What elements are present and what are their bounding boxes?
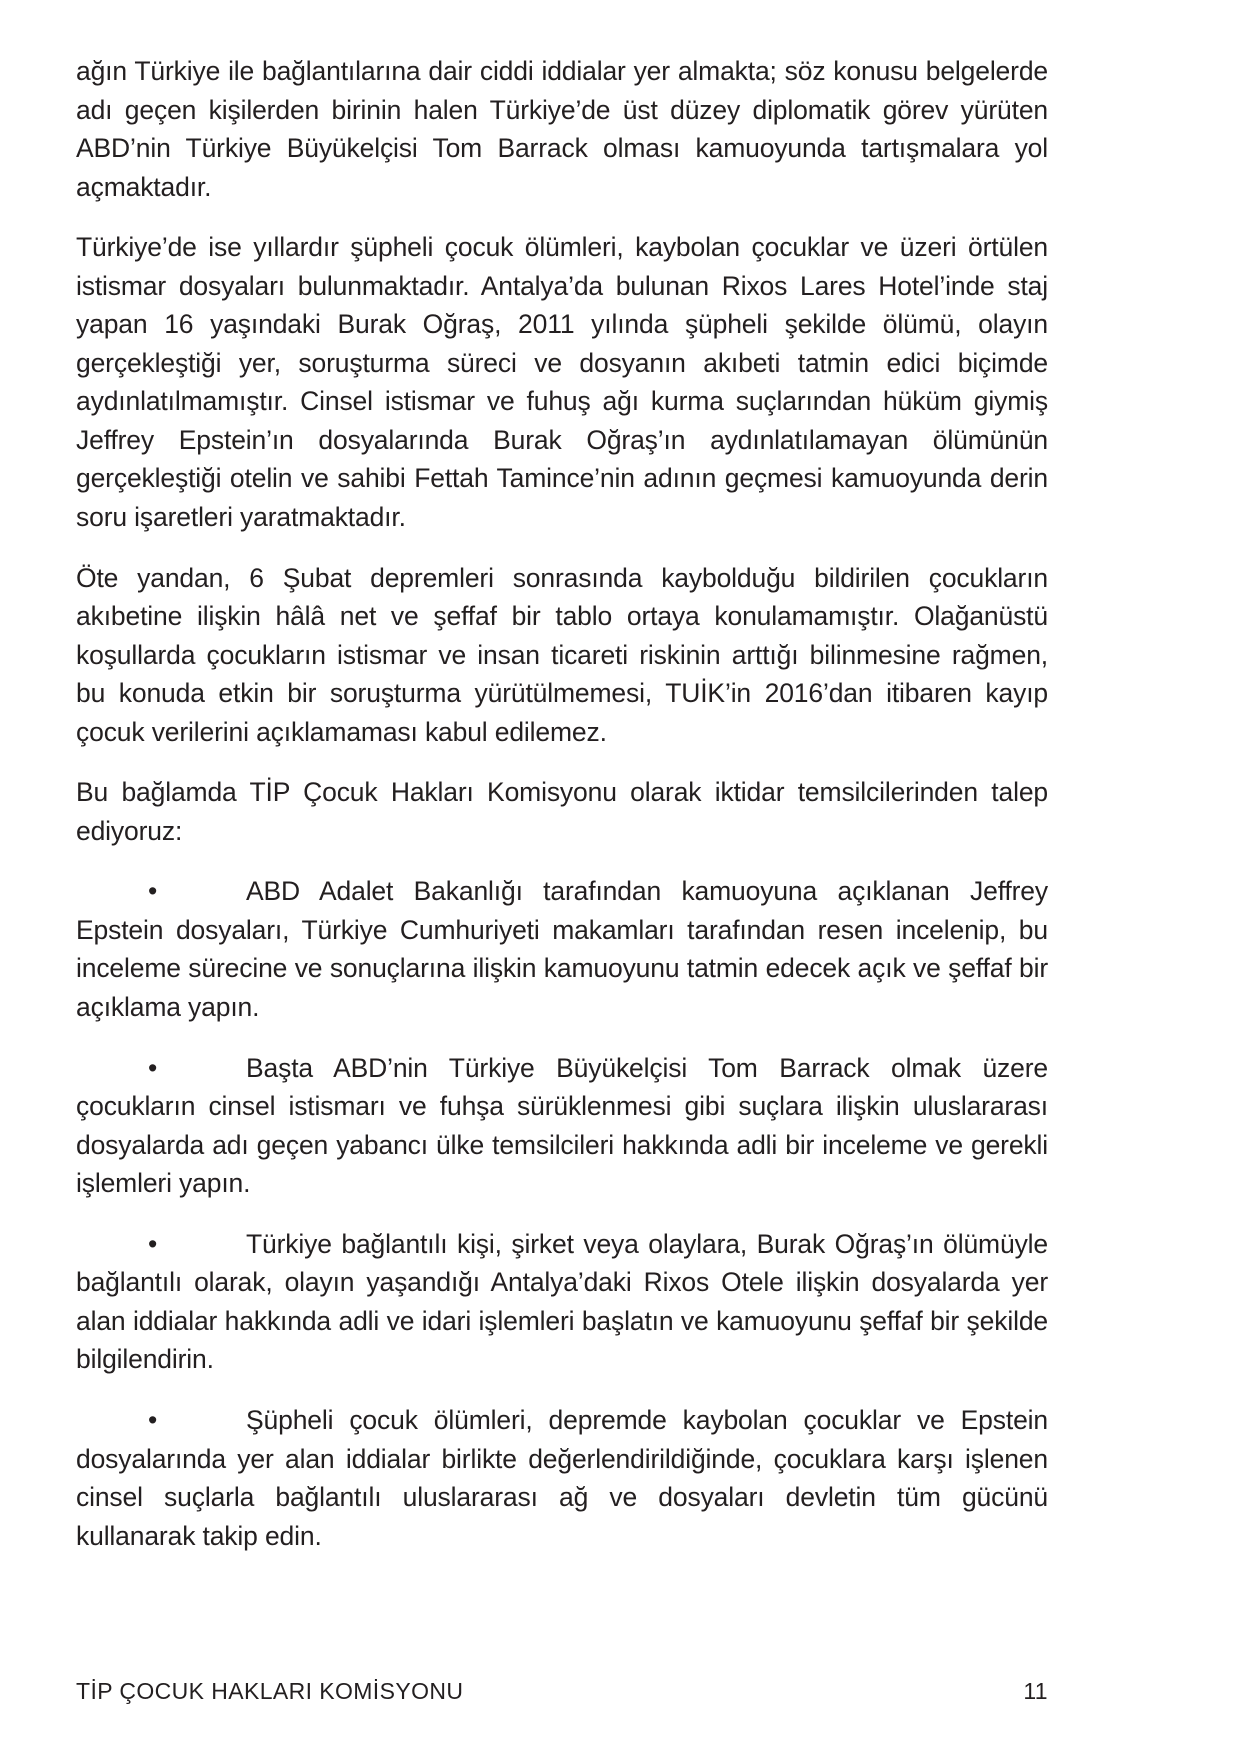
page-content [76,52,1048,1577]
footer-page-number: 11 [1023,1678,1048,1704]
bullet-dot-icon: • [148,1228,158,1259]
paragraph-4-demands-intro: Bu bağlamda TİP Çocuk Hakları Komisyonu olarak iktidar temsilcilerinden talep ediyoruz: [76,777,1048,846]
demand-bullet-4-text: Şüpheli çocuk ölümleri, depremde kaybolan çocuklar ve Epstein dosyalarında yer alan iddialar birlikte değerlendirildiğinde, çocuklara karşı işlenen cinsel suçlarla bağlantılı uluslararası ağ ve dosyaları devletin tüm gücünü kullanarak takip edin. [76,1404,1048,1551]
demand-bullet-1 [76,872,1048,1026]
demand-bullet-2-text: Başta ABD’nin Türkiye Büyükelçisi Tom Barrack olmak üzere çocukların cinsel istismarı ve fuhşa sürüklenmesi gibi suçlara ilişkin uluslararası dosyalarda adı geçen yabancı ülke temsilcileri hakkında adli bir inceleme ve gerekli işlemleri yapın. [76,1052,1048,1199]
paragraph-1: ağın Türkiye ile bağlantılarına dair ciddi iddialar yer almakta; söz konusu belgelerde adı geçen kişilerden birinin halen Türkiye’de üst düzey diplomatik görev yürüten ABD’nin Türkiye Büyükelçisi Tom Barrack olması kamuoyunda tartışmalara yol açmaktadır. [76,56,1048,202]
bullet-dot-icon: • [148,1404,158,1435]
demand-bullet-2 [76,1049,1048,1203]
demand-bullet-3-text: Türkiye bağlantılı kişi, şirket veya olaylara, Burak Oğraş’ın ölümüyle bağlantılı olarak, olayın yaşandığı Antalya’daki Rixos Otele ilişkin dosyalarda yer alan iddialar hakkında adli ve idari işlemleri başlatın ve kamuoyunu şeffaf bir şekilde bilgilendirin. [76,1228,1048,1375]
demand-bullet-1-text: ABD Adalet Bakanlığı tarafından kamuoyuna açıklanan Jeffrey Epstein dosyaları, Türkiye Cumhuriyeti makamları tarafından resen incelenip, bu inceleme sürecine ve sonuçlarına ilişkin kamuoyunu tatmin edecek açık ve şeffaf bir açıklama yapın. [76,876,1048,1023]
demand-bullet-3 [76,1225,1048,1379]
bullet-dot-icon: • [148,1052,158,1083]
paragraph-3: Öte yandan, 6 Şubat depremleri sonrasında kaybolduğu bildirilen çocukların akıbetine ilişkin hâlâ net ve şeffaf bir tablo ortaya konulamamıştır. Olağanüstü koşullarda çocukların istismar ve insan ticareti riskinin arttığı bilinmesine rağmen, bu konuda etkin bir soruşturma yürütülmemesi, TUİK’in 2016’dan itibaren kayıp çocuk verilerini açıklamaması kabul edilemez. [76,562,1048,747]
footer-organization-name: TİP ÇOCUK HAKLARI KOMİSYONU [76,1678,464,1704]
demand-bullet-4 [76,1401,1048,1555]
bullet-dot-icon: • [148,876,158,907]
page-footer [76,1678,1048,1754]
paragraph-2: Türkiye’de ise yıllardır şüpheli çocuk ölümleri, kaybolan çocuklar ve üzeri örtülen istismar dosyaları bulunmaktadır. Antalya’da bulunan Rixos Lares Hotel’inde staj yapan 16 yaşındaki Burak Oğraş, 2011 yılında şüpheli şekilde ölümü, olayın gerçekleştiği yer, soruşturma süreci ve dosyanın akıbeti tatmin edici biçimde aydınlatılmamıştır. Cinsel istismar ve fuhuş ağı kurma suçlarından hüküm giymiş Jeffrey Epstein’ın dosyalarında Burak Oğraş’ın aydınlatılamayan ölümünün gerçekleştiği otelin ve sahibi Fettah Tamince’nin adının geçmesi kamuoyunda derin soru işaretleri yaratmaktadır. [76,232,1048,533]
